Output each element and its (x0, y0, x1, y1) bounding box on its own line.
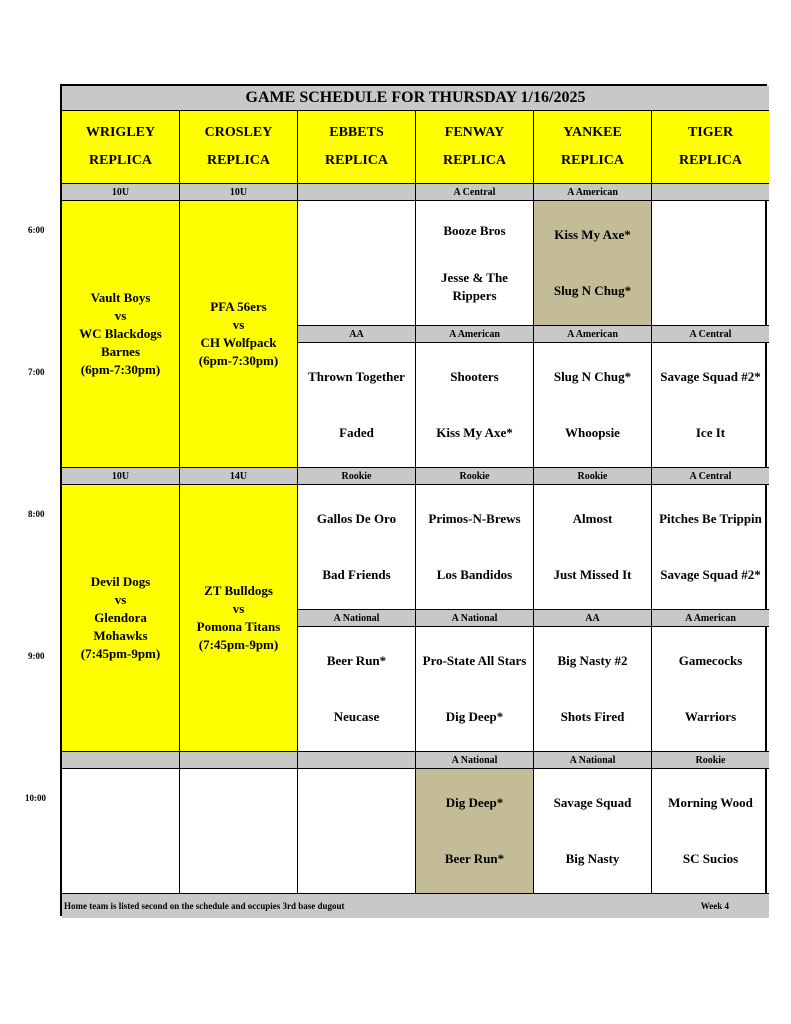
division-label: A American (416, 326, 534, 343)
division-label: A Central (652, 468, 769, 485)
matchup-block: Vault Boys vs WC Blackdogs Barnes (6pm-7:30pm) (62, 201, 180, 468)
division-label: AA (298, 326, 416, 343)
division-label (298, 752, 416, 769)
matchup-block: PFA 56ers vs CH Wolfpack (6pm-7:30pm) (180, 201, 298, 468)
game-cell: Big Nasty #2 Shots Fired (534, 627, 652, 752)
game-cell (62, 769, 180, 894)
field-header: TIGER REPLICA (652, 111, 769, 184)
game-cell: Gamecocks Warriors (652, 627, 769, 752)
division-label: Rookie (652, 752, 769, 769)
division-label: A National (534, 752, 652, 769)
division-label: 10U (180, 184, 298, 201)
game-cell: Booze Bros Jesse & The Rippers (416, 201, 534, 326)
field-header: FENWAY REPLICA (416, 111, 534, 184)
division-label (298, 184, 416, 201)
division-label (652, 184, 769, 201)
division-label (180, 752, 298, 769)
game-cell: Beer Run* Neucase (298, 627, 416, 752)
field-header: WRIGLEY REPLICA (62, 111, 180, 184)
division-label: A American (652, 610, 769, 627)
matchup-block: ZT Bulldogs vs Pomona Titans (7:45pm-9pm) (180, 485, 298, 752)
division-label: Rookie (298, 468, 416, 485)
footer-note: Home team is listed second on the schedule and occupies 3rd base dugout (64, 901, 345, 911)
game-cell: Kiss My Axe* Slug N Chug* (534, 201, 652, 326)
time-label: 7:00 (28, 367, 45, 377)
game-cell: Gallos De Oro Bad Friends (298, 485, 416, 610)
game-cell: Slug N Chug* Whoopsie (534, 343, 652, 468)
division-label: 10U (62, 184, 180, 201)
game-cell: Thrown Together Faded (298, 343, 416, 468)
game-cell (652, 201, 769, 326)
division-label: 10U (62, 468, 180, 485)
week-label: Week 4 (700, 901, 729, 911)
game-cell: Pro-State All Stars Dig Deep* (416, 627, 534, 752)
game-cell: Morning Wood SC Sucios (652, 769, 769, 894)
footer-bar (62, 894, 769, 918)
division-label: A National (416, 610, 534, 627)
time-label: 9:00 (28, 651, 45, 661)
matchup-block: Devil Dogs vs Glendora Mohawks (7:45pm-9pm) (62, 485, 180, 752)
game-cell: Pitches Be Trippin Savage Squad #2* (652, 485, 769, 610)
division-label (62, 752, 180, 769)
time-label: 8:00 (28, 509, 45, 519)
game-cell: Almost Just Missed It (534, 485, 652, 610)
field-header: EBBETS REPLICA (298, 111, 416, 184)
division-label: A American (534, 184, 652, 201)
game-cell (298, 769, 416, 894)
schedule-table (60, 84, 767, 916)
division-label: A National (416, 752, 534, 769)
field-header: CROSLEY REPLICA (180, 111, 298, 184)
division-label: A Central (652, 326, 769, 343)
field-header: YANKEE REPLICA (534, 111, 652, 184)
division-label: A American (534, 326, 652, 343)
division-label: Rookie (416, 468, 534, 485)
game-cell: Primos-N-Brews Los Bandidos (416, 485, 534, 610)
game-cell: Savage Squad #2* Ice It (652, 343, 769, 468)
division-label: 14U (180, 468, 298, 485)
page-title: GAME SCHEDULE FOR THURSDAY 1/16/2025 (62, 86, 769, 111)
division-label: AA (534, 610, 652, 627)
game-cell: Savage Squad Big Nasty (534, 769, 652, 894)
game-cell: Shooters Kiss My Axe* (416, 343, 534, 468)
time-label: 10:00 (25, 793, 46, 803)
game-cell (180, 769, 298, 894)
game-cell (298, 201, 416, 326)
division-label: Rookie (534, 468, 652, 485)
game-cell: Dig Deep* Beer Run* (416, 769, 534, 894)
division-label: A National (298, 610, 416, 627)
time-label: 6:00 (28, 225, 45, 235)
division-label: A Central (416, 184, 534, 201)
